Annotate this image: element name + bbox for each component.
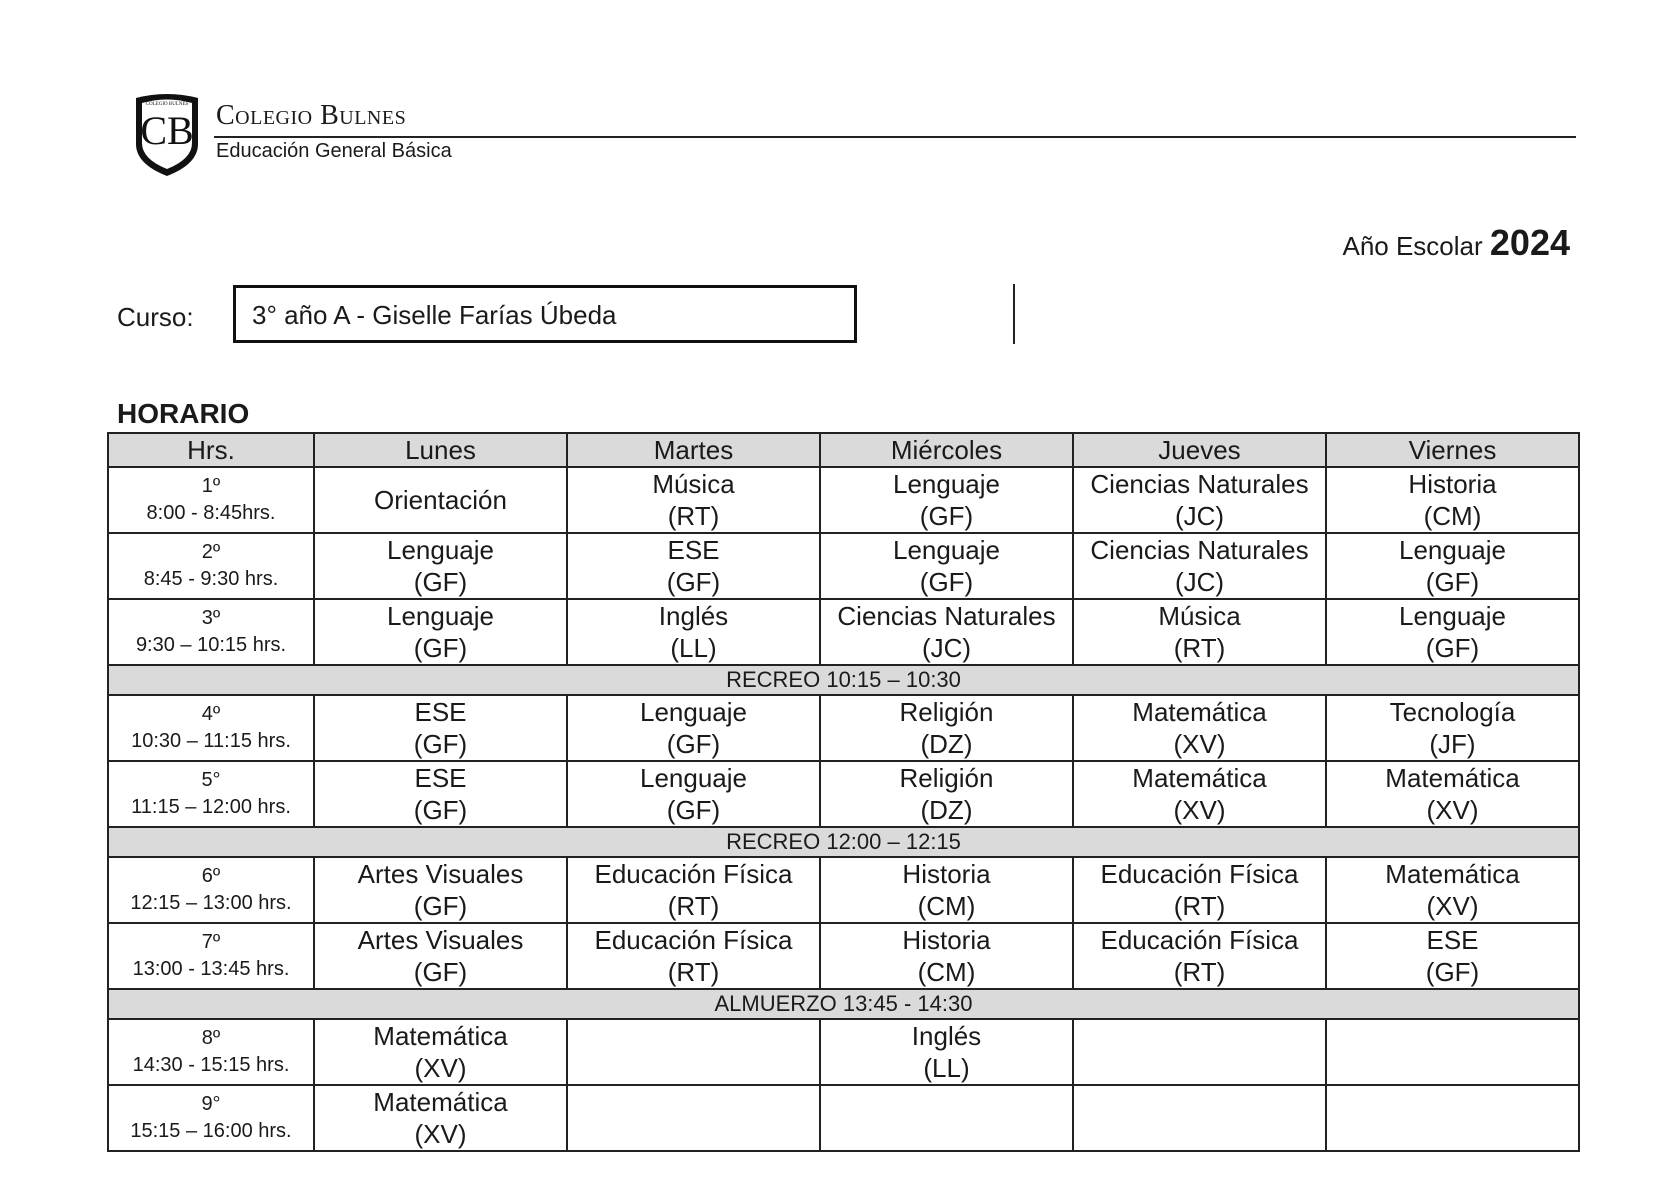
subject-name: Lenguaje (893, 469, 1000, 499)
svg-text:CB: CB (140, 108, 194, 153)
class-cell (1073, 695, 1326, 761)
subject-name: Historia (902, 859, 991, 889)
curso-label: Curso: (117, 302, 194, 332)
teacher-initials: (GF) (919, 501, 974, 531)
teacher-initials: (GF) (413, 795, 468, 825)
period-row (108, 533, 1579, 599)
school-subtitle: Educación General Básica (216, 140, 452, 162)
subject-name: Ciencias Naturales (1090, 535, 1309, 565)
schedule-table (107, 432, 1580, 1152)
period-time-cell (108, 467, 314, 533)
subject-name: Historia (1408, 469, 1497, 499)
teacher-initials: (GF) (919, 567, 974, 597)
class-cell (314, 533, 567, 599)
period-number: 7º (201, 931, 221, 953)
class-cell (314, 761, 567, 827)
period-time-cell (108, 599, 314, 665)
class-cell (314, 857, 567, 923)
class-cell (820, 533, 1073, 599)
subject-name: Matemática (373, 1021, 508, 1051)
subject-name: Música (652, 469, 735, 499)
teacher-initials: (CM) (917, 891, 976, 921)
class-cell (1073, 533, 1326, 599)
class-cell (314, 467, 567, 533)
class-cell (1073, 761, 1326, 827)
class-cell (567, 533, 820, 599)
subject-name: Ciencias Naturales (1090, 469, 1309, 499)
teacher-initials: (CM) (917, 957, 976, 987)
subject-name: Artes Visuales (357, 859, 524, 889)
class-cell (567, 761, 820, 827)
class-cell (1326, 923, 1579, 989)
subject-name: Historia (902, 925, 991, 955)
period-number: 3º (201, 607, 221, 629)
period-number: 2º (201, 541, 221, 563)
teacher-initials: (XV) (1173, 795, 1226, 825)
period-time: 8:45 - 9:30 hrs. (143, 568, 279, 590)
school-name: Colegio Bulnes (216, 100, 407, 131)
header-jueves: Jueves (1073, 433, 1326, 467)
period-time: 10:30 – 11:15 hrs. (131, 730, 291, 752)
teacher-initials: (RT) (1173, 633, 1226, 663)
break-label: RECREO 12:00 – 12:15 (108, 827, 1579, 857)
class-cell (820, 1019, 1073, 1085)
teacher-initials: (XV) (1426, 795, 1479, 825)
period-number: 5° (201, 769, 221, 791)
period-row (108, 695, 1579, 761)
teacher-initials: (GF) (413, 957, 468, 987)
period-row (108, 857, 1579, 923)
period-time-cell (108, 1085, 314, 1151)
class-cell (1073, 467, 1326, 533)
teacher-initials: (JC) (1174, 567, 1225, 597)
class-cell (1073, 857, 1326, 923)
subject-name: ESE (414, 697, 467, 727)
teacher-initials: (DZ) (920, 795, 973, 825)
subject-name: Artes Visuales (357, 925, 524, 955)
subject-name: Matemática (1385, 859, 1520, 889)
teacher-initials: (JC) (1174, 501, 1225, 531)
vertical-divider (1013, 284, 1015, 344)
period-row (108, 1019, 1579, 1085)
subject-name: Lenguaje (1399, 535, 1506, 565)
class-cell (820, 467, 1073, 533)
subject-name: Música (1158, 601, 1241, 631)
header-martes: Martes (567, 433, 820, 467)
subject-name: Matemática (1132, 697, 1267, 727)
class-cell (1326, 1019, 1579, 1085)
subject-name: Lenguaje (893, 535, 1000, 565)
school-year (1342, 222, 1570, 264)
class-cell (820, 857, 1073, 923)
class-cell (1326, 1085, 1579, 1151)
class-cell (567, 1019, 820, 1085)
period-number: 8º (201, 1027, 221, 1049)
class-cell (567, 467, 820, 533)
period-time: 11:15 – 12:00 hrs. (131, 796, 291, 818)
subject-name: Matemática (1132, 763, 1267, 793)
school-year-value: 2024 (1489, 222, 1570, 263)
school-crest-logo (132, 92, 202, 178)
teacher-initials: (GF) (413, 633, 468, 663)
period-row (108, 761, 1579, 827)
teacher-initials: (GF) (413, 729, 468, 759)
period-time: 14:30 - 15:15 hrs. (132, 1054, 290, 1076)
period-time-cell (108, 923, 314, 989)
period-number: 9° (201, 1093, 221, 1115)
period-number: 4º (201, 703, 221, 725)
header-miercoles: Miércoles (820, 433, 1073, 467)
period-time: 15:15 – 16:00 hrs. (130, 1120, 292, 1142)
section-title: HORARIO (117, 398, 250, 429)
subject-name: Educación Física (1100, 925, 1299, 955)
teacher-initials: (LL) (670, 633, 717, 663)
class-cell (314, 695, 567, 761)
period-time-cell (108, 695, 314, 761)
period-row (108, 467, 1579, 533)
teacher-initials: (CM) (1423, 501, 1482, 531)
teacher-initials: (XV) (414, 1119, 467, 1149)
class-cell (314, 923, 567, 989)
teacher-initials: (GF) (666, 567, 721, 597)
period-row (108, 923, 1579, 989)
subject-name: Lenguaje (387, 535, 494, 565)
class-cell (314, 1085, 567, 1151)
break-row (108, 827, 1579, 857)
period-time-cell (108, 761, 314, 827)
subject-name: Lenguaje (387, 601, 494, 631)
subject-name: Inglés (658, 601, 729, 631)
period-number: 1º (201, 475, 221, 497)
class-cell (314, 599, 567, 665)
teacher-initials: (XV) (1426, 891, 1479, 921)
break-label: RECREO 10:15 – 10:30 (108, 665, 1579, 695)
subject-name: Ciencias Naturales (837, 601, 1056, 631)
class-cell (567, 599, 820, 665)
teacher-initials: (RT) (1173, 891, 1226, 921)
subject-name: Religión (899, 697, 994, 727)
class-cell (1326, 599, 1579, 665)
class-cell (1326, 695, 1579, 761)
teacher-initials: (RT) (667, 891, 720, 921)
class-cell (1073, 599, 1326, 665)
teacher-initials: (XV) (1173, 729, 1226, 759)
subject-name: Lenguaje (640, 697, 747, 727)
class-cell (1326, 857, 1579, 923)
period-time-cell (108, 857, 314, 923)
teacher-initials: (DZ) (920, 729, 973, 759)
subject-name: Tecnología (1389, 697, 1516, 727)
period-time: 9:30 – 10:15 hrs. (135, 634, 287, 656)
subject-name: ESE (414, 763, 467, 793)
teacher-initials: (GF) (413, 891, 468, 921)
period-time: 12:15 – 13:00 hrs. (130, 892, 292, 914)
header-hrs: Hrs. (108, 433, 314, 467)
teacher-initials: (XV) (414, 1053, 467, 1083)
break-row (108, 989, 1579, 1019)
subject-name: Educación Física (594, 925, 793, 955)
class-cell (820, 761, 1073, 827)
period-number: 6º (201, 865, 221, 887)
teacher-initials: (LL) (923, 1053, 970, 1083)
curso-value-box: 3° año A - Giselle Farías Úbeda (233, 285, 857, 343)
class-cell (820, 695, 1073, 761)
teacher-initials: (RT) (667, 501, 720, 531)
period-time-cell (108, 533, 314, 599)
header-lunes: Lunes (314, 433, 567, 467)
class-cell (1326, 467, 1579, 533)
subject-name: ESE (1426, 925, 1479, 955)
header-divider (214, 136, 1576, 138)
teacher-initials: (GF) (1425, 567, 1480, 597)
subject-name: Educación Física (594, 859, 793, 889)
class-cell (820, 599, 1073, 665)
class-cell (820, 1085, 1073, 1151)
class-cell (1073, 1085, 1326, 1151)
teacher-initials: (JC) (921, 633, 972, 663)
teacher-initials: (GF) (413, 567, 468, 597)
class-cell (567, 1085, 820, 1151)
break-row (108, 665, 1579, 695)
school-year-label: Año Escolar (1342, 231, 1483, 261)
subject-name: ESE (667, 535, 720, 565)
class-cell (820, 923, 1073, 989)
break-label: ALMUERZO 13:45 - 14:30 (108, 989, 1579, 1019)
class-cell (1326, 533, 1579, 599)
subject-name: Religión (899, 763, 994, 793)
subject-name: Educación Física (1100, 859, 1299, 889)
class-cell (567, 695, 820, 761)
period-row (108, 1085, 1579, 1151)
svg-text:COLEGIO BULNES: COLEGIO BULNES (145, 102, 189, 107)
teacher-initials: (GF) (1425, 957, 1480, 987)
header-viernes: Viernes (1326, 433, 1579, 467)
subject-name: Inglés (911, 1021, 982, 1051)
subject-name: Lenguaje (640, 763, 747, 793)
teacher-initials: (RT) (1173, 957, 1226, 987)
period-row (108, 599, 1579, 665)
teacher-initials: (GF) (666, 795, 721, 825)
period-time: 8:00 - 8:45hrs. (146, 502, 276, 524)
subject-name: Matemática (1385, 763, 1520, 793)
subject-name: Orientación (374, 485, 507, 515)
teacher-initials: (RT) (667, 957, 720, 987)
class-cell (1326, 761, 1579, 827)
period-time: 13:00 - 13:45 hrs. (132, 958, 290, 980)
subject-name: Lenguaje (1399, 601, 1506, 631)
class-cell (567, 923, 820, 989)
teacher-initials: (GF) (1425, 633, 1480, 663)
class-cell (314, 1019, 567, 1085)
teacher-initials: (JF) (1429, 729, 1476, 759)
schedule-header-row (108, 433, 1579, 467)
teacher-initials: (GF) (666, 729, 721, 759)
class-cell (1073, 923, 1326, 989)
subject-name: Matemática (373, 1087, 508, 1117)
period-time-cell (108, 1019, 314, 1085)
class-cell (1073, 1019, 1326, 1085)
class-cell (567, 857, 820, 923)
